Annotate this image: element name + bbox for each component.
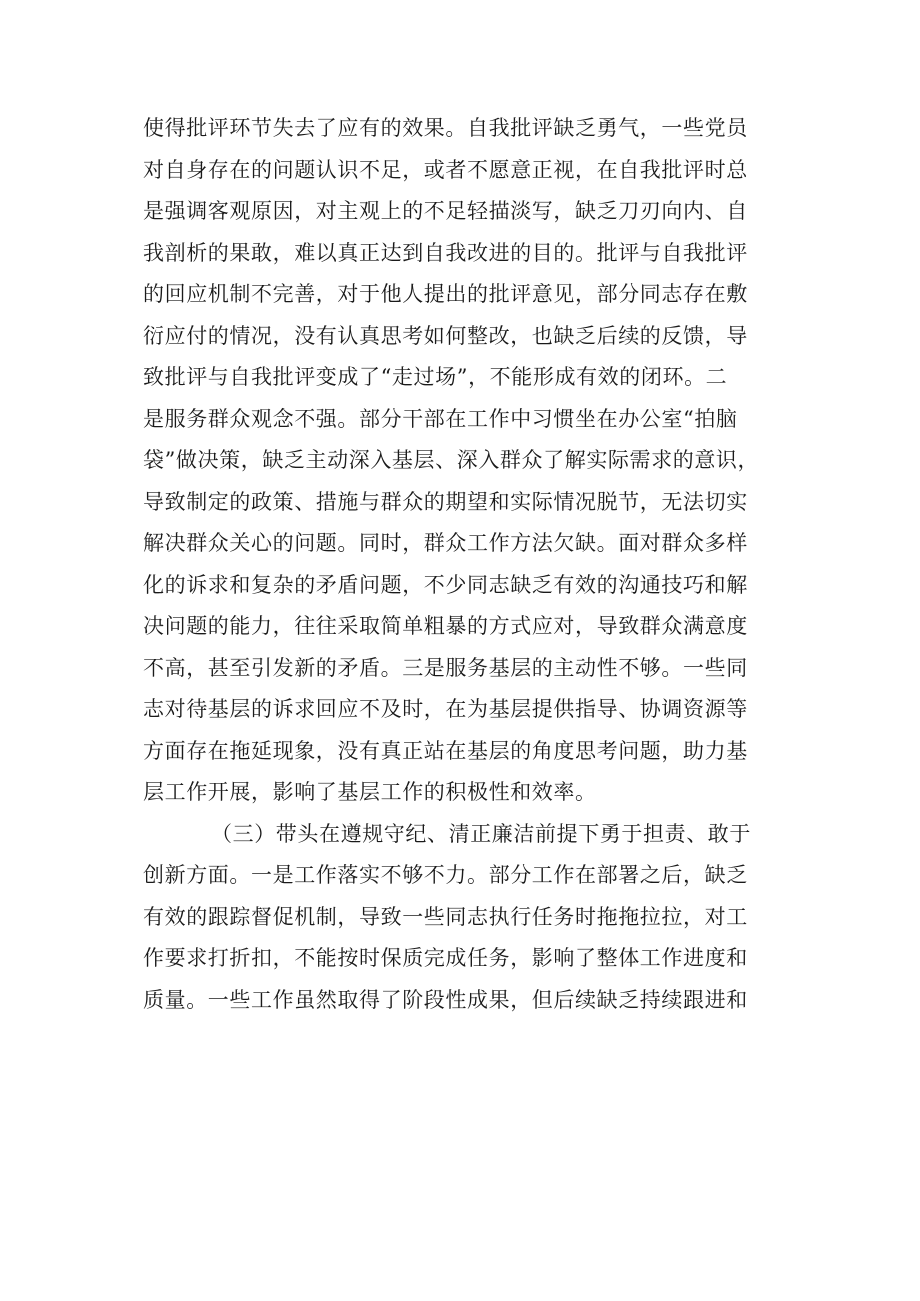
text-line: 创新方面。一是工作落实不够不力。部分工作在部署之后，缺乏 [143,863,748,887]
text-line: 致批评与自我批评变成了“走过场”，不能形成有效的闭环。二 [143,365,728,389]
text-line: 不高，甚至引发新的矛盾。三是服务基层的主动性不够。一些同 [143,655,748,680]
text-line: 的回应机制不完善，对于他人提出的批评意见，部分同志存在敷 [143,282,748,306]
text-line: 使得批评环节失去了应有的效果。自我批评缺乏勇气，一些党员 [143,116,748,140]
text-line: 是服务群众观念不强。部分干部在工作中习惯坐在办公室“拍脑 [143,406,738,431]
text-line: 我剖析的果敢，难以真正达到自我改进的目的。批评与自我批评 [143,240,748,265]
text-line: 层工作开展，影响了基层工作的积极性和效率。 [143,780,597,804]
text-line: 导致制定的政策、措施与群众的期望和实际情况脱节，无法切实 [143,489,748,514]
text-line: 志对待基层的诉求回应不及时，在为基层提供指导、协调资源等 [143,697,748,721]
text-line: 决问题的能力，往往采取简单粗暴的方式应对，导致群众满意度 [143,614,748,638]
text-line: 化的诉求和复杂的矛盾问题，不少同志缺乏有效的沟通技巧和解 [143,572,748,597]
text-line: 袋”做决策，缺乏主动深入基层、深入群众了解实际需求的意识， [143,448,760,472]
text-line: 衍应付的情况，没有认真思考如何整改，也缺乏后续的反馈，导 [143,323,748,348]
text-line: 质量。一些工作虽然取得了阶段性成果，但后续缺乏持续跟进和 [143,987,748,1012]
text-line: 是强调客观原因，对主观上的不足轻描淡写，缺乏刀刃向内、自 [143,199,748,223]
text-line: 作要求打折扣，不能按时保质完成任务，影响了整体工作进度和 [143,946,748,970]
text-line: 对自身存在的问题认识不足，或者不愿意正视，在自我批评时总 [143,157,748,182]
text-line: 方面存在拖延现象，没有真正站在基层的角度思考问题，助力基 [143,738,748,763]
section-heading-line: （三）带头在遵规守纪、清正廉洁前提下勇于担责、敢于 [211,821,751,846]
text-line: 解决群众关心的问题。同时，群众工作方法欠缺。面对群众多样 [143,531,748,555]
text-line: 有效的跟踪督促机制，导致一些同志执行任务时拖拖拉拉，对工 [143,904,748,929]
body-text [143,108,793,1021]
